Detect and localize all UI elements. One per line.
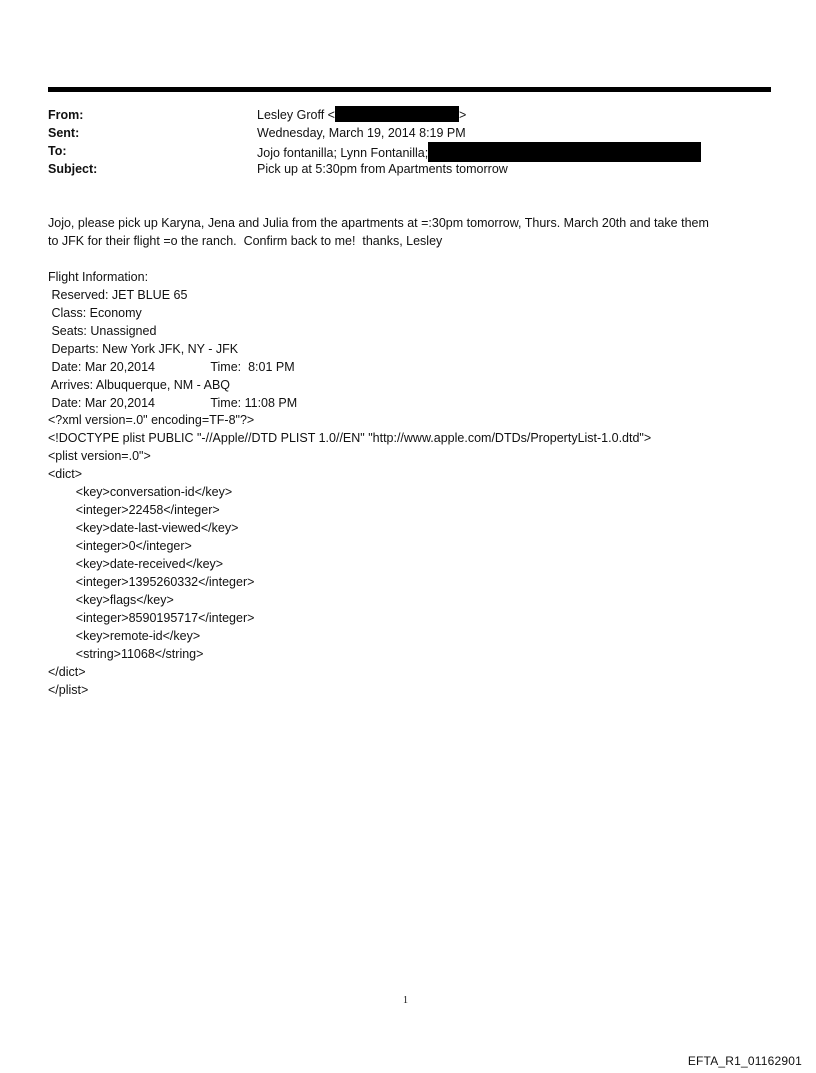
plist-line: <integer>8590195717</integer>: [48, 611, 255, 625]
flight-heading: Flight Information:: [48, 270, 149, 284]
subject-value: Pick up at 5:30pm from Apartments tomorrow: [257, 162, 508, 176]
to-recipients: Jojo fontanilla; Lynn Fontanilla;: [257, 146, 429, 160]
flight-line: Date: Mar 20,2014 Time: 11:08 PM: [48, 396, 298, 410]
flight-line: Arrives: Albuquerque, NM - ABQ: [48, 378, 231, 392]
plist-line: <key>date-last-viewed</key>: [48, 521, 239, 535]
to-value: [257, 142, 701, 162]
subject-label: Subject:: [48, 162, 98, 176]
plist-line: <dict>: [48, 467, 83, 481]
plist-line: <plist version=.0">: [48, 449, 151, 463]
document-id: EFTA_R1_01162901: [687, 1054, 802, 1068]
message-line: Jojo, please pick up Karyna, Jena and Julia from the apartments at =:30pm tomorrow, Thurs. March 20th and take them: [48, 216, 709, 230]
plist-line: <key>remote-id</key>: [48, 629, 201, 643]
flight-line: Class: Economy: [48, 306, 142, 320]
plist-line: </dict>: [48, 665, 86, 679]
plist-line: <key>date-received</key>: [48, 557, 224, 571]
plist-line: <?xml version=.0" encoding=TF-8"?>: [48, 413, 255, 427]
to-label: To:: [48, 144, 67, 158]
from-close: >: [458, 108, 467, 122]
plist-line: <integer>22458</integer>: [48, 503, 220, 517]
sent-label: Sent:: [48, 126, 80, 140]
plist-line: <string>11068</string>: [48, 647, 204, 661]
from-value: [257, 106, 466, 124]
message-line: to JFK for their flight =o the ranch. Confirm back to me! thanks, Lesley: [48, 234, 443, 248]
flight-line: Departs: New York JFK, NY - JFK: [48, 342, 239, 356]
plist-line: </plist>: [48, 683, 89, 697]
sent-value: Wednesday, March 19, 2014 8:19 PM: [257, 126, 466, 140]
page-number: 1: [403, 995, 408, 1006]
from-name: Lesley Groff <: [257, 108, 335, 122]
redaction-bar: [335, 106, 459, 122]
redaction-bar: [428, 142, 701, 162]
flight-line: Reserved: JET BLUE 65: [48, 288, 188, 302]
plist-line: <key>flags</key>: [48, 593, 174, 607]
plist-line: <integer>0</integer>: [48, 539, 192, 553]
flight-line: Date: Mar 20,2014 Time: 8:01 PM: [48, 360, 295, 374]
plist-line: <key>conversation-id</key>: [48, 485, 233, 499]
plist-line: <!DOCTYPE plist PUBLIC "-//Apple//DTD PLIST 1.0//EN" "http://www.apple.com/DTDs/PropertyList-1.0.dtd">: [48, 431, 652, 445]
header-rule: [48, 87, 771, 92]
plist-line: <integer>1395260332</integer>: [48, 575, 255, 589]
from-label: From:: [48, 108, 84, 122]
flight-line: Seats: Unassigned: [48, 324, 157, 338]
